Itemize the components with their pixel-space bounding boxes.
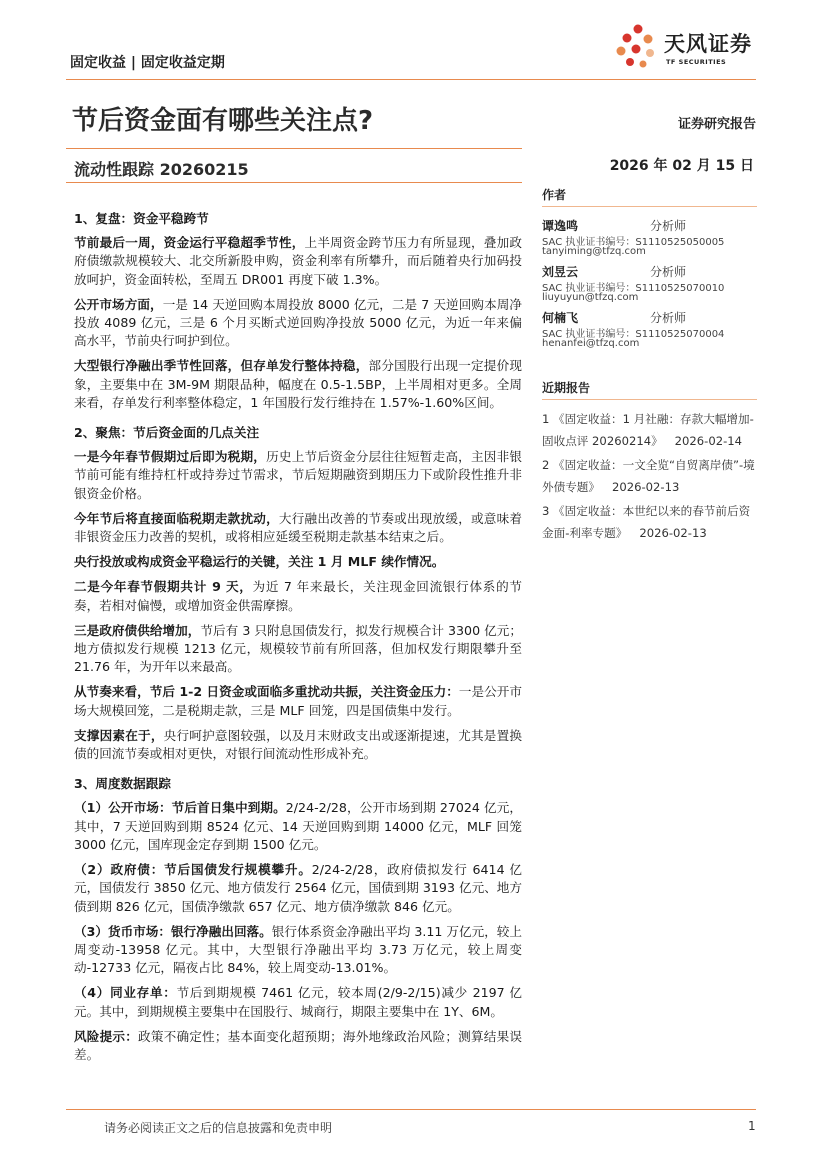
- paragraph: [74, 448, 522, 503]
- paragraph-lead: 今年节后将直接面临税期走款扰动，: [74, 510, 279, 526]
- paragraph-lead: 公开市场方面，: [74, 296, 163, 312]
- title-divider: [66, 148, 522, 149]
- paragraph-text: 节后有 3 只附息国债发行，拟发行规模合计 3300 亿元；地方债拟发行规模 1213 亿元，规模较节前有所回落，但加权发行期限攀升至 21.76 年，为开年以来最高。: [74, 622, 523, 675]
- paragraph: [74, 578, 522, 614]
- report-type: 证券研究报告: [677, 117, 756, 132]
- author-email[interactable]: liuyuyun@tfzq.com: [542, 292, 639, 303]
- paragraph-text: 2/24-2/28，公开市场到期 27024 亿元，其中，7 天逆回购到期 8524 亿元、14 天逆回购到期 14000 亿元，MLF 回笼 3000 亿元，国库现金定存到期 1500 亿元。: [74, 800, 522, 852]
- footer-divider: [66, 1109, 756, 1110]
- paragraph-lead: （4）同业存单：: [74, 985, 177, 1001]
- subtitle-divider: [66, 182, 522, 183]
- author-card: [542, 309, 757, 355]
- paragraph-lead: （2）政府债：节后国债发行规模攀升。: [74, 862, 312, 878]
- page-number: 1: [748, 1119, 756, 1133]
- section-heading: 3、周度数据跟踪: [74, 776, 171, 792]
- paragraph: [74, 510, 522, 546]
- recent-report-link[interactable]: [542, 500, 757, 544]
- paragraph: [74, 622, 522, 677]
- paragraph-text: 大行融出改善的节奏或出现放缓，或意味着非银资金压力改善的契机，或将相应延缓至税期走款基本结束之后。: [74, 510, 523, 545]
- report-date: 2026-02-13: [611, 480, 680, 494]
- risk-warning: [74, 1028, 522, 1064]
- paragraph: [74, 727, 522, 763]
- paragraph-lead: 风险提示：: [74, 1028, 139, 1044]
- paragraph-lead: 三是政府债供给增加，: [74, 622, 201, 638]
- report-title: 3 《固定收益：本世纪以来的春节前后资金面-利率专题》: [542, 504, 751, 540]
- report-date: 2026-02-14: [674, 434, 743, 448]
- paragraph: [74, 923, 522, 978]
- paragraph: [74, 799, 522, 854]
- brand-name: 天风证券: [664, 32, 752, 56]
- paragraph-lead: 从节奏来看，节后 1-2 日资金或面临多重扰动共振，关注资金压力：: [74, 684, 459, 700]
- report-date: 2026-02-13: [639, 526, 707, 540]
- section-heading: 1、复盘：资金平稳跨节: [74, 211, 209, 226]
- paragraph: [74, 861, 522, 916]
- paragraph-text: 央行呵护意图较强，以及月末财政支出或逐渐提速，尤其是置换债的回流节奏或相对更快，对银行间流动性形成补充。: [74, 727, 523, 762]
- paragraph-text: 节后到期规模 7461 亿元，较本周(2/9-2/15)减少 2197 亿元。其中，到期规模主要集中在国股行、城商行，期限主要集中在 1Y、6M。: [74, 985, 522, 1019]
- author-card: [542, 263, 757, 309]
- paragraph-text: 历史上节后资金分层往往短暂走高，主因非银节前可能有维持杠杆或持券过节需求，节后短期融资到期压力下或阶段性推升非银资金价格。: [74, 449, 523, 501]
- paragraph-text: 一是公开市场大规模回笼，二是税期走款，三是 MLF 回笼，四是国债集中发行。: [74, 684, 522, 718]
- paragraph-text: 上半周资金跨节压力有所显现，叠加政府债缴款规模较大、北交所新股申购，资金利率有所攀升，而后随着央行加码投放呵护，资金面转松，至周五 DR001 再度下破 1.3%。: [74, 235, 523, 287]
- paragraph-lead: 大型银行净融出季节性回落，但存单发行整体持稳，: [74, 358, 369, 374]
- paragraph-lead: （3）货币市场：银行净融出回落。: [74, 923, 272, 939]
- paragraph-text: 银行体系资金净融出平均 3.11 万亿元，较上周变动-13958 亿元。其中，大型银行净融出平均 3.73 万亿元，较上周变动-12733 亿元，隔夜占比 84%，较上周变动-13.01%。: [74, 923, 522, 976]
- header-divider: [66, 79, 756, 80]
- author-email[interactable]: tanyiming@tfzq.com: [542, 246, 646, 257]
- paragraph-text: 部分国股行出现一定提价现象，主要集中在 3M-9M 期限品种，幅度在 0.5-1.5BP，上半周相对更多。全周来看，存单发行利率整体稳定，1 年国股行发行维持在 1.57%-1.60%区间。: [74, 358, 523, 410]
- author-role: 分析师: [650, 265, 687, 279]
- paragraph: [74, 357, 522, 412]
- author-role: 分析师: [650, 311, 687, 325]
- paragraph: [74, 234, 522, 289]
- recent-report-link[interactable]: [542, 408, 757, 452]
- paragraph: [74, 984, 522, 1020]
- paragraph: [74, 553, 522, 571]
- paragraph-text: 为近 7 年来最长，关注现金回流银行体系的节奏，若相对偏慢，或增加资金供需摩擦。: [74, 579, 522, 613]
- author-email[interactable]: henanfei@tfzq.com: [542, 338, 640, 349]
- recent-report-link[interactable]: [542, 454, 757, 498]
- paragraph-lead: 二是今年春节假期共计 9 天，: [74, 579, 253, 595]
- page-title: 节后资金面有哪些关注点?: [72, 106, 374, 136]
- report-category: 固定收益 | 固定收益定期: [70, 55, 225, 71]
- paragraph-lead: 央行投放或构成资金平稳运行的关键，关注 1 月 MLF 续作情况。: [74, 554, 445, 570]
- author-role: 分析师: [650, 219, 687, 233]
- paragraph-lead: （1）公开市场：节后首日集中到期。: [74, 800, 286, 816]
- section-heading: 2、聚焦：节后资金面的几点关注: [74, 425, 260, 441]
- author-license: SAC 执业证书编号：S1110525070010: [542, 283, 725, 294]
- main-content: [74, 198, 522, 1071]
- author-license: SAC 执业证书编号：S1110525070004: [542, 329, 725, 340]
- recent-reports-heading: 近期报告: [542, 379, 757, 400]
- author-license: SAC 执业证书编号：S1110525050005: [542, 237, 725, 248]
- paragraph: [74, 683, 522, 719]
- paragraph-text: 一是 14 天逆回购本周投放 8000 亿元，二是 7 天逆回购本周净投放 4089 亿元，三是 6 个月买断式逆回购净投放 5000 亿元，为近一年来偏高水平，节前央行呵护到位。: [74, 296, 523, 349]
- paragraph-text: 2/24-2/28，政府债拟发行 6414 亿元，国债发行 3850 亿元、地方债发行 2564 亿元，国债到期 3193 亿元、地方债到期 826 亿元，国债净缴款 657 亿元、地方债净缴款 846 亿元。: [74, 862, 523, 914]
- author-name: 刘昱云: [542, 265, 579, 279]
- report-subtitle: 流动性跟踪 20260215: [74, 160, 249, 179]
- brand-name-en: TF SECURITIES: [666, 58, 727, 66]
- authors-heading: 作者: [542, 186, 757, 207]
- author-name: 何楠飞: [542, 311, 579, 325]
- sidebar: [542, 186, 757, 544]
- paragraph-lead: 节前最后一周，资金运行平稳超季节性，: [74, 235, 305, 251]
- report-title: 1 《固定收益：1 月社融：存款大幅增加-固收点评 20260214》: [542, 412, 754, 448]
- author-card: [542, 217, 757, 263]
- paragraph-lead: 一是今年春节假期过后即为税期，: [74, 449, 267, 465]
- report-date: 2026 年 02 月 15 日: [609, 158, 754, 174]
- paragraph-lead: 支撑因素在于，: [74, 727, 164, 743]
- author-name: 谭逸鸣: [542, 219, 579, 233]
- footer-disclaimer: 请务必阅读正文之后的信息披露和免责申明: [104, 1121, 333, 1135]
- report-title: 2 《固定收益：一文全览“自贸离岸债”-境外债专题》: [542, 458, 755, 494]
- paragraph-text: 政策不确定性；基本面变化超预期；海外地缘政治风险；测算结果误差。: [74, 1028, 523, 1062]
- paragraph: [74, 296, 522, 351]
